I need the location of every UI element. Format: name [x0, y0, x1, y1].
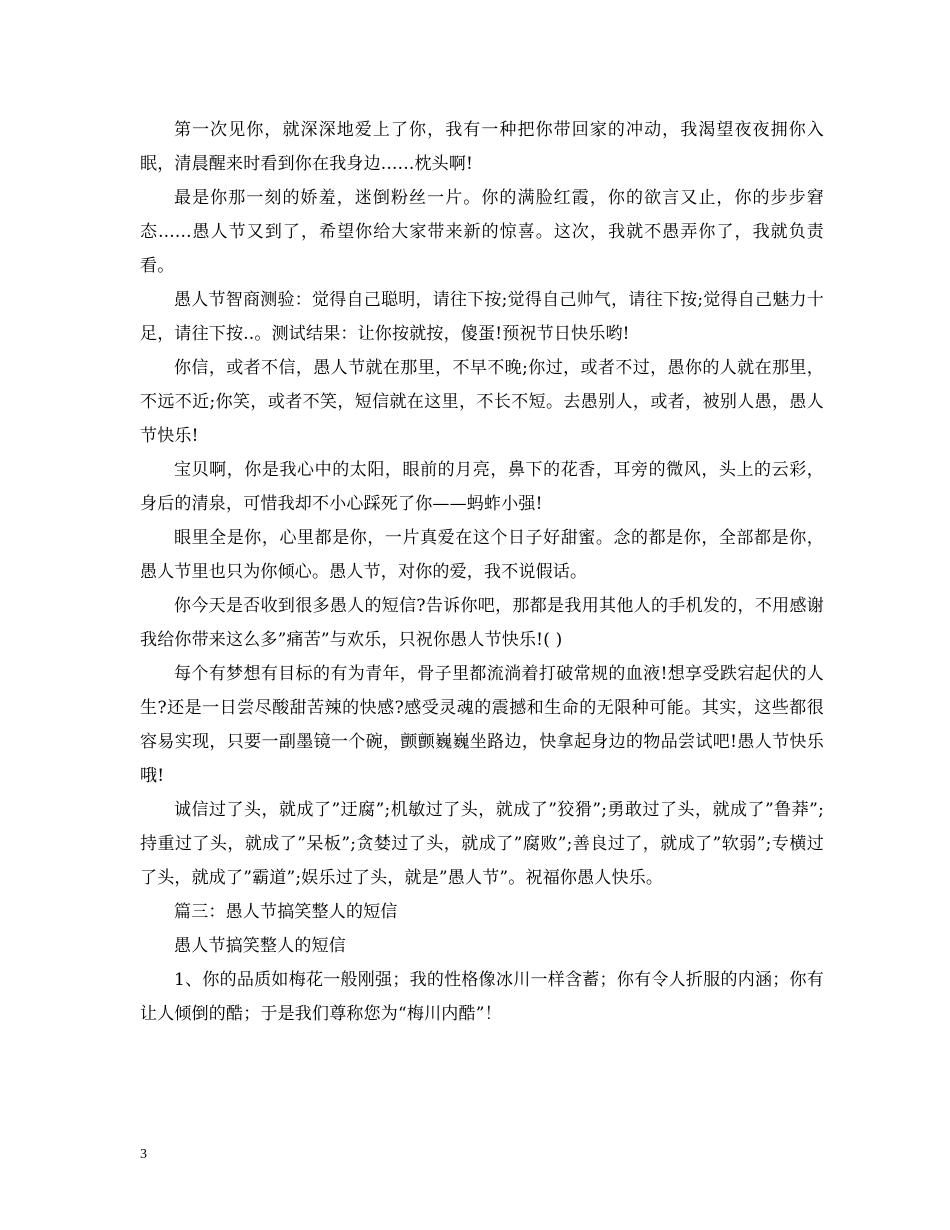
paragraph: 你信，或者不信，愚人节就在那里，不早不晚;你过，或者不过，愚你的人就在那里，不远不近;你笑，或者不笑，短信就在这里，不长不短。去愚别人，或者，被别人愚，愚人节快乐!: [140, 358, 824, 446]
section-heading: 篇三：愚人节搞笑整人的短信: [174, 902, 398, 922]
paragraph: 宝贝啊，你是我心中的太阳，眼前的月亮，鼻下的花香，耳旁的微风，头上的云彩，身后的清泉，可惜我却不小心踩死了你——蚂蚱小强!: [140, 460, 824, 514]
paragraph: 你今天是否收到很多愚人的短信?告诉你吧，那都是我用其他人的手机发的，不用感谢我给你带来这么多”痛苦”与欢乐，只祝你愚人节快乐!( ): [140, 596, 824, 650]
paragraph: 最是你那一刻的娇羞，迷倒粉丝一片。你的满脸红霞，你的欲言又止，你的步步窘态......愚人节又到了，希望你给大家带来新的惊喜。这次，我就不愚弄你了，我就负责看。: [140, 188, 824, 276]
paragraph: 诚信过了头，就成了”迂腐”;机敏过了头，就成了”狡猾”;勇敢过了头，就成了”鲁莽”;持重过了头，就成了”呆板”;贪婪过了头，就成了”腐败”;善良过了，就成了”软弱”;专横过了头，就成了”霸道”;娱乐过了头，就是”愚人节”。祝福你愚人快乐。: [140, 800, 824, 888]
paragraph: 愚人节智商测验：觉得自己聪明，请往下按;觉得自己帅气，请往下按;觉得自己魅力十足，请往下按..。测试结果：让你按就按，傻蛋!预祝节日快乐哟!: [140, 290, 824, 344]
paragraph: 第一次见你，就深深地爱上了你，我有一种把你带回家的冲动，我渴望夜夜拥你入眠，清晨醒来时看到你在我身边......枕头啊!: [140, 120, 824, 174]
paragraph: 1、你的品质如梅花一般刚强；我的性格像冰川一样含蓄；你有令人折服的内涵；你有让人倾倒的酷；于是我们尊称您为“梅川内酷”！: [140, 970, 824, 1024]
document-body: [140, 113, 824, 1031]
subheading: 愚人节搞笑整人的短信: [174, 936, 346, 956]
paragraph: 每个有梦想有目标的有为青年，骨子里都流淌着打破常规的血液!想享受跌宕起伏的人生?还是一日尝尽酸甜苦辣的快感?感受灵魂的震撼和生命的无限种可能。其实，这些都很容易实现，只要一副墨镜一个碗，颤颤巍巍坐路边，快拿起身边的物品尝试吧!愚人节快乐哦!: [140, 664, 824, 786]
page-number: 3: [140, 1147, 147, 1162]
paragraph: 眼里全是你，心里都是你，一片真爱在这个日子好甜蜜。念的都是你，全部都是你，愚人节里也只为你倾心。愚人节，对你的爱，我不说假话。: [140, 528, 824, 582]
